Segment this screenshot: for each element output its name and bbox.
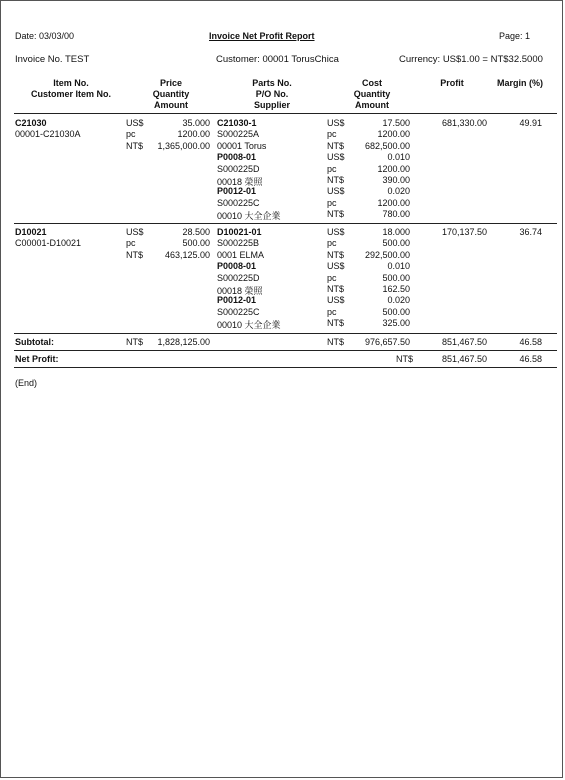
cost-quantity-value: 1200.00 xyxy=(377,129,410,140)
cost-currency: US$ xyxy=(327,227,345,237)
net-profit-bottom-divider xyxy=(14,367,557,368)
cost-value: 17.500 xyxy=(382,118,410,128)
supplier-name: 00018 榮照 xyxy=(217,177,263,187)
cost-amount-value: 292,500.00 xyxy=(364,249,410,260)
cost-quantity-value: 500.00 xyxy=(382,238,410,249)
cost-quantity-value: 500.00 xyxy=(382,272,410,283)
subtotal-amount-currency: NT$ xyxy=(126,337,144,347)
cost-quantity-value: 1200.00 xyxy=(377,163,410,174)
cost-value: 18.000 xyxy=(382,227,410,237)
customer-item-number: C00001-D10021 xyxy=(15,238,82,249)
net-profit-divider xyxy=(14,350,557,351)
customer-label: Customer: 00001 TorusChica xyxy=(216,54,339,65)
cost-currency: US$ xyxy=(327,295,345,306)
cost-amount-currency: NT$ xyxy=(327,249,345,260)
subtotal-cost-currency: NT$ xyxy=(327,337,345,347)
supplier-name: 00001 Torus xyxy=(217,140,267,151)
net-profit-currency: NT$ xyxy=(396,354,414,364)
po-number: S000225D xyxy=(217,163,260,174)
cost-value: 0.020 xyxy=(387,186,410,197)
column-header-price: Price Quantity Amount xyxy=(152,78,190,110)
po-number: S000225A xyxy=(217,129,260,140)
cost-value: 0.020 xyxy=(387,295,410,306)
price-value: 35.000 xyxy=(182,118,210,128)
subtotal-divider xyxy=(14,333,557,334)
amount-currency: NT$ xyxy=(126,140,144,151)
subtotal-profit: 851,467.50 xyxy=(441,337,487,347)
report-date: Date: 03/03/00 xyxy=(15,31,75,41)
price-currency: US$ xyxy=(126,227,144,237)
column-header-profit: Profit xyxy=(440,78,464,88)
header-divider xyxy=(14,113,557,114)
subtotal-label: Subtotal: xyxy=(15,337,54,347)
item-margin: 36.74 xyxy=(519,227,542,237)
cost-quantity-unit: pc xyxy=(327,306,337,317)
item-number: D10021 xyxy=(15,227,47,237)
customer-item-number: 00001-C21030A xyxy=(15,129,81,140)
report-title: Invoice Net Profit Report xyxy=(209,31,315,41)
supplier-name: 00018 榮照 xyxy=(217,286,263,296)
supplier-name: 00010 大全企業 xyxy=(217,211,281,222)
cost-amount-value: 325.00 xyxy=(382,318,410,329)
quantity-value: 500.00 xyxy=(182,238,210,249)
cost-amount-value: 682,500.00 xyxy=(364,140,410,151)
cost-quantity-value: 1200.00 xyxy=(377,197,410,208)
part-number: D10021-01 xyxy=(217,227,262,237)
cost-amount-value: 162.50 xyxy=(382,284,410,294)
cost-amount-currency: NT$ xyxy=(327,175,345,185)
part-number: P0012-01 xyxy=(217,186,257,197)
cost-amount-currency: NT$ xyxy=(327,209,345,220)
supplier-name: 00010 大全企業 xyxy=(217,320,281,331)
cost-value: 0.010 xyxy=(387,152,410,163)
currency-rate: Currency: US$1.00 = NT$32.5000 xyxy=(399,54,543,65)
subtotal-cost: 976,657.50 xyxy=(364,337,410,347)
part-number: C21030-1 xyxy=(217,118,257,128)
cost-quantity-unit: pc xyxy=(327,197,337,208)
quantity-value: 1200.00 xyxy=(177,129,210,140)
part-number: P0008-01 xyxy=(217,261,257,272)
cost-amount-currency: NT$ xyxy=(327,318,345,329)
column-header-item: Item No. Customer Item No. xyxy=(30,78,111,99)
cost-value: 0.010 xyxy=(387,261,410,272)
quantity-unit: pc xyxy=(126,238,136,249)
column-header-parts: Parts No. P/O No. Supplier xyxy=(252,78,292,110)
cost-amount-value: 390.00 xyxy=(382,175,410,185)
cost-amount-currency: NT$ xyxy=(327,140,345,151)
column-header-cost: Cost Quantity Amount xyxy=(353,78,391,110)
amount-value: 1,365,000.00 xyxy=(157,140,210,151)
amount-value: 463,125.00 xyxy=(164,249,210,260)
cost-amount-currency: NT$ xyxy=(327,284,345,294)
cost-amount-value: 780.00 xyxy=(382,209,410,220)
net-profit-amount: 851,467.50 xyxy=(441,354,487,364)
item-number: C21030 xyxy=(15,118,47,128)
cost-quantity-unit: pc xyxy=(327,272,337,283)
subtotal-amount: 1,828,125.00 xyxy=(157,337,210,347)
cost-quantity-value: 500.00 xyxy=(382,306,410,317)
part-number: P0012-01 xyxy=(217,295,257,306)
po-number: S000225D xyxy=(217,272,260,283)
cost-currency: US$ xyxy=(327,118,345,128)
item-divider xyxy=(14,223,557,224)
page-number: Page: 1 xyxy=(499,31,531,41)
report-end: (End) xyxy=(15,378,38,388)
net-profit-margin: 46.58 xyxy=(519,354,542,364)
item-profit: 170,137.50 xyxy=(441,227,487,237)
price-currency: US$ xyxy=(126,118,144,128)
cost-currency: US$ xyxy=(327,261,345,272)
net-profit-label: Net Profit: xyxy=(15,354,59,364)
item-margin: 49.91 xyxy=(519,118,542,128)
quantity-unit: pc xyxy=(126,129,136,140)
cost-quantity-unit: pc xyxy=(327,129,337,140)
subtotal-margin: 46.58 xyxy=(519,337,542,347)
cost-currency: US$ xyxy=(327,186,345,197)
part-number: P0008-01 xyxy=(217,152,257,163)
price-value: 28.500 xyxy=(182,227,210,237)
po-number: S000225C xyxy=(217,306,260,317)
po-number: S000225C xyxy=(217,197,260,208)
invoice-number: Invoice No. TEST xyxy=(15,54,90,65)
column-header-margin: Margin (%) xyxy=(497,78,543,88)
cost-currency: US$ xyxy=(327,152,345,163)
cost-quantity-unit: pc xyxy=(327,163,337,174)
supplier-name: 0001 ELMA xyxy=(217,249,265,260)
item-profit: 681,330.00 xyxy=(441,118,487,128)
amount-currency: NT$ xyxy=(126,249,144,260)
cost-quantity-unit: pc xyxy=(327,238,337,249)
po-number: S000225B xyxy=(217,238,260,249)
